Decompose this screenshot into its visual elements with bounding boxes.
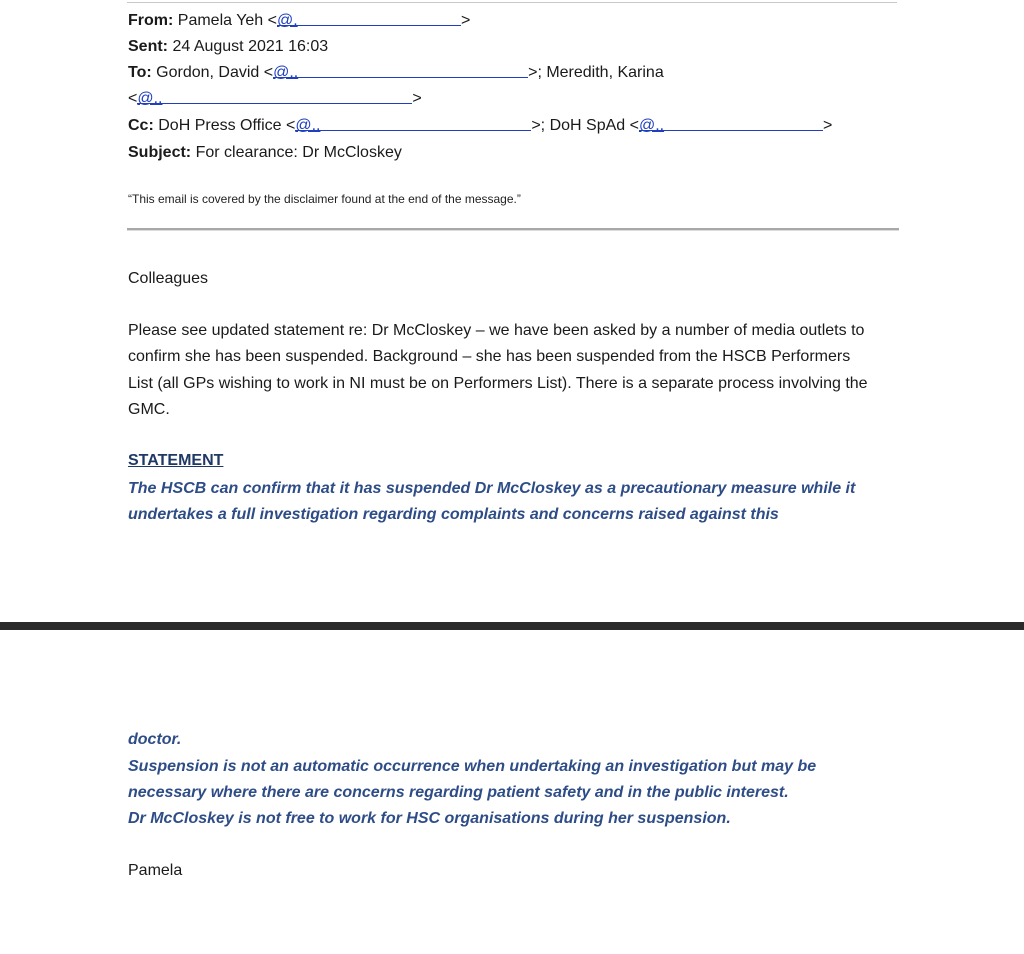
sent-value: 24 August 2021 16:03 (172, 38, 329, 55)
to-open-2: < (128, 90, 138, 107)
top-rule (127, 2, 897, 3)
from-email-text: @. (276, 12, 298, 29)
cc-email-text-2: @.. (638, 117, 665, 134)
from-email-link[interactable] (276, 11, 461, 29)
sent-label: Sent: (128, 38, 168, 55)
subject-label: Subject: (128, 144, 192, 161)
cc-email-link-1[interactable] (295, 116, 531, 134)
to-line (128, 63, 664, 83)
from-value: Pamela Yeh < (177, 12, 277, 29)
to-separator: >; Meredith, Karina (528, 64, 664, 81)
statement-part-2: doctor. (128, 731, 182, 748)
to-close-2: > (412, 90, 422, 107)
statement-line-3: Dr McCloskey is not free to work for HSC organisations during her suspension. (128, 810, 731, 827)
to-line-continued (128, 89, 422, 109)
page-break (0, 622, 1024, 630)
to-email-text-2: @.. (137, 90, 163, 107)
cc-email-text-1: @.. (295, 117, 321, 134)
cc-separator: >; DoH SpAd < (531, 117, 639, 134)
cc-value: DoH Press Office < (158, 117, 296, 134)
statement-part-1: The HSCB can confirm that it has suspended Dr McCloskey as a precautionary measure while it undertakes a full investigation regarding complaints and concerns raised against this (128, 480, 856, 524)
statement-line-2: Suspension is not an automatic occurrence when undertaking an investigation but may be necessary where there are concerns regarding patient safety and in the public interest. (128, 758, 817, 802)
cc-close: > (822, 117, 833, 134)
from-line (128, 11, 470, 31)
statement-heading: STATEMENT (128, 452, 224, 469)
cc-line (128, 116, 832, 136)
greeting: Colleagues (128, 270, 209, 287)
disclaimer-text: “This email is covered by the disclaimer found at the end of the message.” (128, 192, 521, 206)
to-email-link-2[interactable] (137, 89, 412, 107)
subject-line (128, 143, 402, 163)
to-email-text-1: @.. (273, 64, 299, 81)
from-close: > (460, 12, 471, 29)
header-separator (127, 228, 899, 231)
cc-email-link-2[interactable] (638, 116, 823, 134)
body-paragraph: Please see updated statement re: Dr McCloskey – we have been asked by a number of media outlets to confirm she has been suspended. Background – she has been suspended from the HSCB Performers List (all GPs wishing to work in NI must be on Performers List). There is a separate process involving the GMC. (128, 322, 868, 418)
to-value: Gordon, David < (156, 64, 274, 81)
to-label: To: (128, 64, 152, 81)
to-email-link-1[interactable] (273, 63, 528, 81)
signoff: Pamela (128, 862, 183, 879)
sent-line (128, 37, 328, 57)
subject-value: For clearance: Dr McCloskey (195, 144, 402, 161)
cc-label: Cc: (128, 117, 154, 134)
from-label: From: (128, 12, 174, 29)
